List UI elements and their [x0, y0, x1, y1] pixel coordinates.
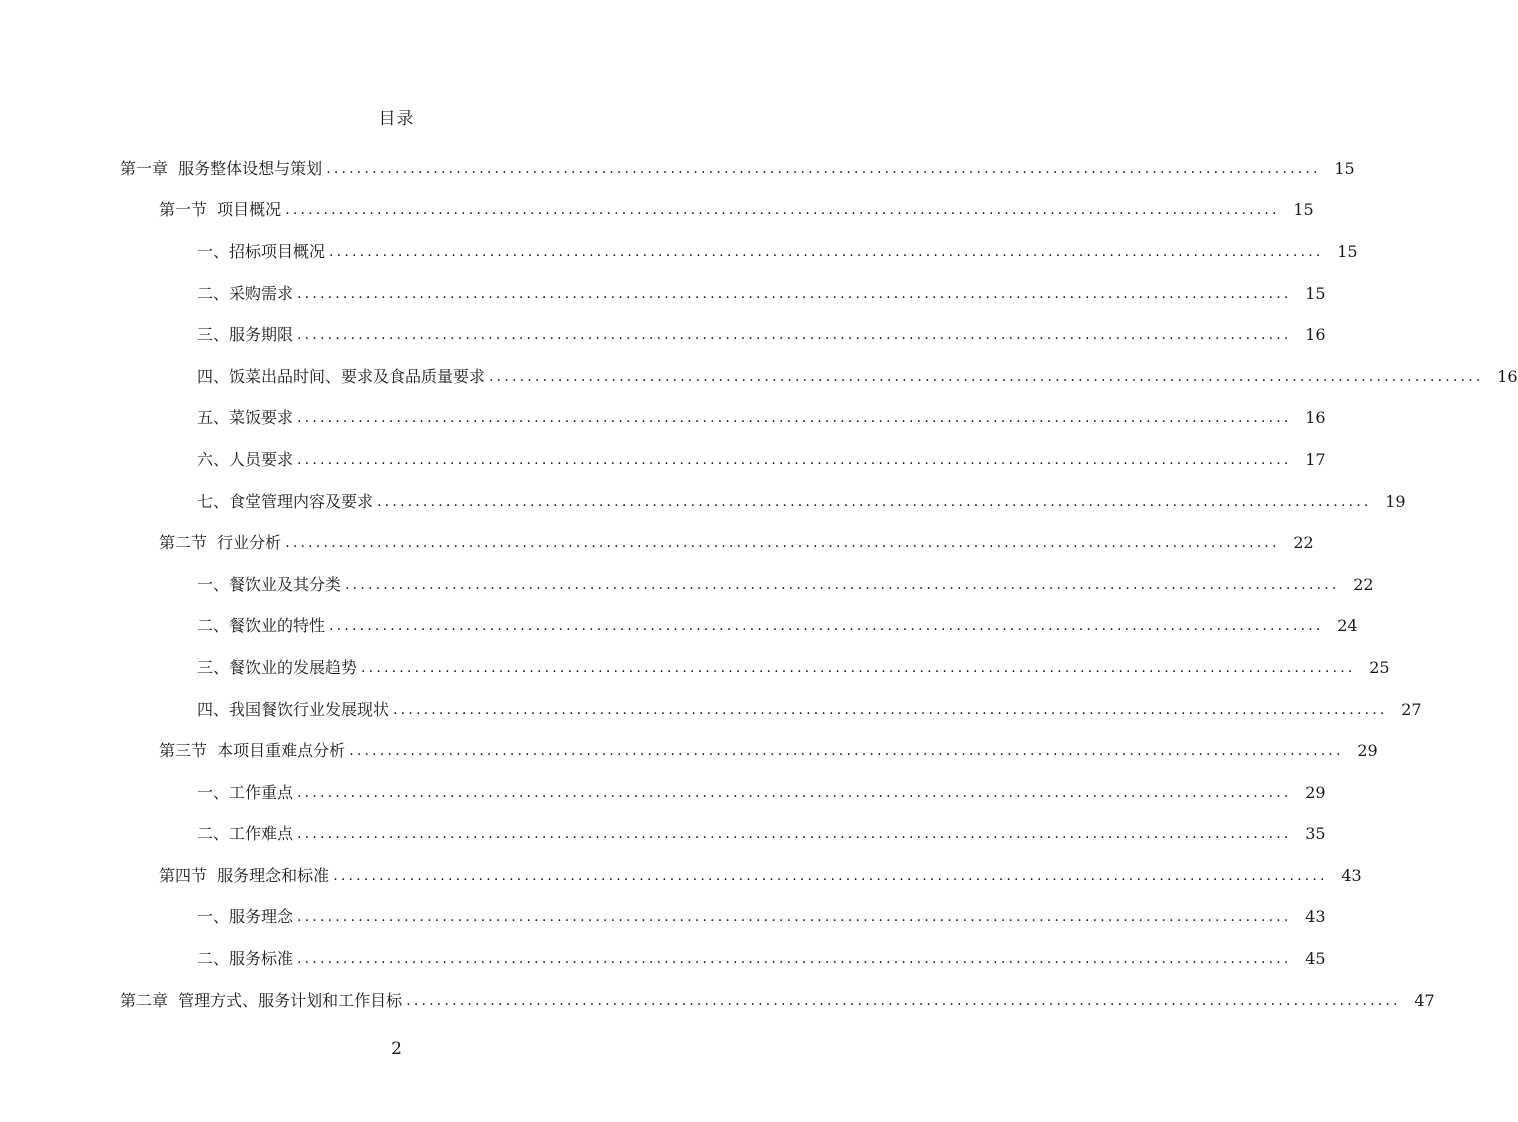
toc-entry-label: 三、服务期限 [197, 325, 294, 345]
toc-entry-page: 22 [1293, 533, 1314, 553]
toc-dot-leader: .................................................................................................................................. [297, 327, 1292, 344]
toc-entry-label: 三、餐饮业的发展趋势 [197, 657, 358, 677]
toc-dot-leader: .................................................................................................................................. [297, 784, 1292, 801]
toc-dot-leader: .................................................................................................................................. [333, 867, 1328, 884]
toc-entry-page: 15 [1334, 158, 1355, 178]
toc-entry[interactable] [0, 689, 1422, 731]
toc-entry-page: 45 [1305, 949, 1326, 969]
toc-dot-leader: .................................................................................................................................. [377, 493, 1372, 510]
toc-entry-label: 一、工作重点 [197, 782, 294, 802]
toc-entry-page: 27 [1401, 699, 1422, 719]
toc-entry[interactable] [0, 190, 1314, 232]
toc-entry-label: 第一章 服务整体设想与策划 [120, 158, 323, 178]
toc-dot-leader: .................................................................................................................................. [297, 451, 1292, 468]
toc-entry-label: 二、服务标准 [197, 949, 294, 969]
toc-entry-page: 15 [1293, 200, 1314, 220]
toc-entry-page: 16 [1497, 366, 1518, 386]
toc-dot-leader: .................................................................................................................................. [326, 160, 1321, 177]
toc-entry-page: 43 [1341, 865, 1362, 885]
toc-entry-page: 29 [1305, 782, 1326, 802]
toc-entry-label: 五、菜饭要求 [197, 408, 294, 428]
toc-entry[interactable] [0, 938, 1326, 980]
toc-entry[interactable] [0, 814, 1326, 856]
toc-entry[interactable] [0, 897, 1326, 939]
toc-dot-leader: .................................................................................................................................. [297, 909, 1292, 926]
toc-entry-label: 四、饭菜出品时间、要求及食品质量要求 [197, 366, 486, 386]
toc-dot-leader: .................................................................................................................................. [329, 243, 1324, 260]
toc-entry[interactable] [0, 855, 1362, 897]
toc-entry[interactable] [0, 273, 1326, 315]
toc-entry[interactable] [0, 647, 1390, 689]
toc-entry-page: 15 [1337, 241, 1358, 261]
toc-entry[interactable] [0, 314, 1326, 356]
toc-title: 目录 [378, 109, 415, 129]
toc-entry-label: 第四节 服务理念和标准 [159, 865, 330, 885]
toc-entry-label: 第二节 行业分析 [159, 533, 282, 553]
toc-dot-leader: .................................................................................................................................. [361, 659, 1356, 676]
toc-entry[interactable] [0, 439, 1326, 481]
toc-entry[interactable] [0, 564, 1374, 606]
toc-entry-label: 六、人员要求 [197, 449, 294, 469]
toc-entry-label: 第一节 项目概况 [159, 200, 282, 220]
toc-entry-page: 15 [1305, 283, 1326, 303]
toc-entry[interactable] [0, 606, 1358, 648]
page-number: 2 [391, 1039, 402, 1059]
toc-entry-label: 第三节 本项目重难点分析 [159, 741, 346, 761]
toc-entry-page: 22 [1353, 574, 1374, 594]
toc-entry-page: 47 [1414, 990, 1435, 1010]
toc-dot-leader: .................................................................................................................................. [285, 202, 1280, 219]
toc-entry-page: 43 [1305, 907, 1326, 927]
toc-entry-label: 一、招标项目概况 [197, 241, 326, 261]
toc-entry[interactable] [0, 231, 1358, 273]
toc-entry-page: 25 [1369, 657, 1390, 677]
toc-entry[interactable] [0, 398, 1326, 440]
toc-entry[interactable] [0, 481, 1406, 523]
toc-dot-leader: .................................................................................................................................. [297, 826, 1292, 843]
toc-entry-page: 16 [1305, 325, 1326, 345]
toc-entry-label: 第二章 管理方式、服务计划和工作目标 [120, 990, 403, 1010]
toc-dot-leader: .................................................................................................................................. [297, 410, 1292, 427]
toc-entry[interactable] [0, 730, 1378, 772]
toc-entry-label: 四、我国餐饮行业发展现状 [197, 699, 390, 719]
toc-entry[interactable] [0, 522, 1314, 564]
toc-entry-label: 一、服务理念 [197, 907, 294, 927]
toc-dot-leader: .................................................................................................................................. [297, 285, 1292, 302]
toc-entry-page: 29 [1357, 741, 1378, 761]
toc-entry[interactable] [0, 980, 1435, 1022]
toc-entry-label: 七、食堂管理内容及要求 [197, 491, 374, 511]
toc-entry[interactable] [0, 772, 1326, 814]
toc-entry-label: 一、餐饮业及其分类 [197, 574, 342, 594]
toc-entry-page: 19 [1385, 491, 1406, 511]
toc-dot-leader: .................................................................................................................................. [349, 743, 1344, 760]
toc-entry-label: 二、采购需求 [197, 283, 294, 303]
toc-entry-page: 17 [1305, 449, 1326, 469]
table-of-contents [0, 148, 1518, 1021]
toc-dot-leader: .................................................................................................................................. [297, 951, 1292, 968]
toc-entry-label: 二、餐饮业的特性 [197, 616, 326, 636]
toc-entry-page: 35 [1305, 824, 1326, 844]
toc-dot-leader: .................................................................................................................................. [406, 992, 1401, 1009]
toc-entry-page: 24 [1337, 616, 1358, 636]
toc-entry-page: 16 [1305, 408, 1326, 428]
toc-entry[interactable] [0, 148, 1355, 190]
toc-dot-leader: .................................................................................................................................. [489, 368, 1484, 385]
toc-dot-leader: .................................................................................................................................. [393, 701, 1388, 718]
toc-dot-leader: .................................................................................................................................. [285, 535, 1280, 552]
toc-entry-label: 二、工作难点 [197, 824, 294, 844]
toc-dot-leader: .................................................................................................................................. [329, 618, 1324, 635]
toc-entry[interactable] [0, 356, 1518, 398]
toc-dot-leader: .................................................................................................................................. [345, 576, 1340, 593]
